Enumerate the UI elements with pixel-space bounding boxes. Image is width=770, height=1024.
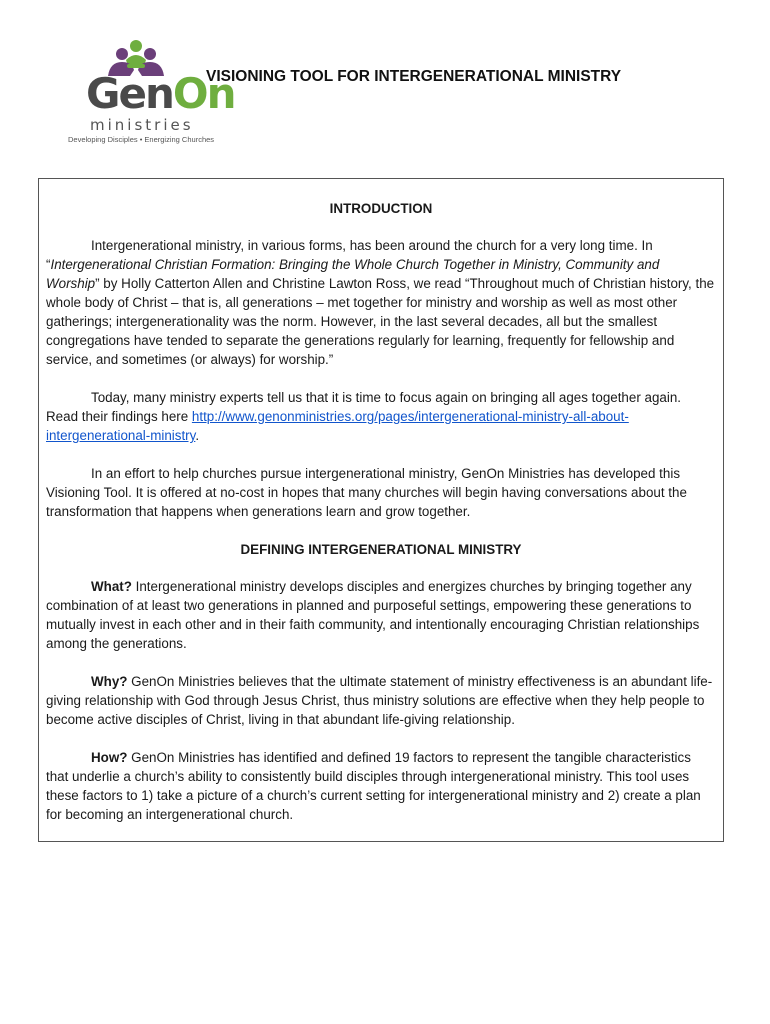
intro-heading: INTRODUCTION: [329, 201, 433, 216]
genon-logo: [64, 36, 235, 144]
logo-tagline: Developing Disciples • Energizing Churches: [68, 135, 215, 144]
content-box: [38, 178, 724, 842]
intro-paragraph-3: In an effort to help churches pursue intergenerational ministry, GenOn Ministries has developed this Visioning Tool. It is offered at no-cost in hopes that many churches will begin having conversations about the transformation that happens when generations learn and grow together.: [46, 466, 687, 519]
what-paragraph: What? Intergenerational ministry develops disciples and energizes churches by bringing together any combination of at least two generations in planned and purposeful settings, empowering these generations to mutually invest in each other and in their faith community, and intentionally encouraging Christian relationships among the generations.: [46, 579, 700, 651]
logo-subtitle: ministries: [90, 116, 194, 134]
how-paragraph: How? GenOn Ministries has identified and defined 19 factors to represent the tangible characteristics that underlie a church’s ability to consistently build disciples through intergenerational ministry. This tool uses these factors to 1) take a picture of a church’s current setting for intergenerational ministry and 2) create a plan for becoming an intergenerational church.: [46, 750, 701, 822]
defining-heading: DEFINING INTERGENERATIONAL MINISTRY: [240, 542, 522, 557]
why-label: Why?: [91, 674, 128, 689]
book-title: Intergenerational Christian Formation: Bringing the Whole Church Together in Ministry, Community and Worship: [46, 257, 660, 291]
why-paragraph: Why? GenOn Ministries believes that the ultimate statement of ministry effectiveness is an abundant life-giving relationship with God through Jesus Christ, thus ministry solutions are effective when they help people to become active disciples of Christ, living in that abundant life-giving relationship.: [46, 674, 713, 727]
intro-paragraph-2: Today, many ministry experts tell us that it is time to focus again on bringing all ages together again. Read their findings here http://www.genonministries.org/pages/intergenerational-ministry-all-about-intergenerational-ministry.: [46, 390, 681, 443]
intro-paragraph-1: Intergenerational ministry, in various forms, has been around the church for a very long time. In “Intergenerational Christian Formation: Bringing the Whole Church Together in Ministry, Community and Worship” by Holly Catterton Allen and Christine Lawton Ross, we read “Throughout much of Christian history, the whole body of Christ – that is, all generations – met together for ministry and worship as well as most other gatherings; intergenerationality was the norm. However, in the last several decades, all but the smallest congregations have tended to separate the generations regularly for learning, frequently for fellowship and service, and sometimes (or always) for worship.”: [46, 238, 715, 367]
what-label: What?: [91, 579, 132, 594]
how-label: How?: [91, 750, 128, 765]
logo-on: On: [172, 69, 235, 118]
page-title: VISIONING TOOL FOR INTERGENERATIONAL MINISTRY: [206, 68, 622, 85]
findings-link[interactable]: http://www.genonministries.org/pages/intergenerational-ministry-all-about-intergenerational-ministry: [46, 409, 629, 443]
logo-gen: Gen: [86, 69, 173, 118]
